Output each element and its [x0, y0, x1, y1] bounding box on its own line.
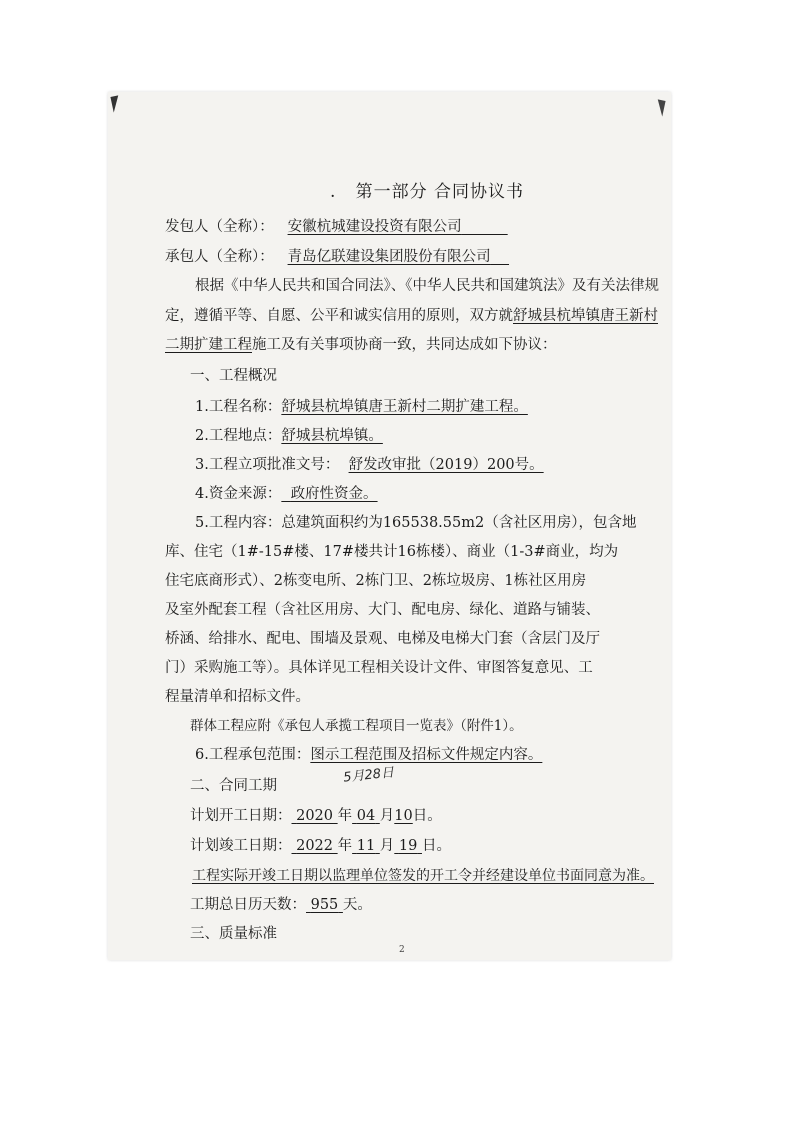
- item-contract-scope: 6.工程承包范围：图示工程范围及招标文件规定内容。: [195, 747, 543, 763]
- content-line-5: 桥涵、给排水、配电、围墙及景观、电梯及电梯大门套（含层门及厅: [165, 631, 600, 647]
- planned-completion-date: 计划竣工日期： 2022 年 11 月 19 日。: [190, 838, 451, 854]
- employer-line: [165, 218, 508, 236]
- content-line-3: 住宅底商形式）、2栋变电所、2栋门卫、2栋垃圾房、1栋社区用房: [165, 573, 587, 589]
- page-number: 2: [399, 945, 405, 955]
- employer-label: 发包人（全称）：: [165, 219, 274, 235]
- item-project-name: 1.工程名称：舒城县杭埠镇唐王新村二期扩建工程。: [195, 399, 528, 415]
- content-line-4: 及室外配套工程（含社区用房、大门、配电房、绿化、道路与铺装、: [165, 602, 600, 618]
- handwritten-annotation: 5月28日: [342, 765, 395, 786]
- content-line-6: 门）采购施工等）。具体详见工程相关设计文件、审图答复意见、工: [165, 660, 593, 676]
- section3-heading: 三、质量标准: [190, 926, 277, 942]
- contractor-value: 青岛亿联建设集团股份有限公司: [287, 249, 491, 265]
- preamble-line-2: 定，遵循平等、自愿、公平和诚实信用的原则，双方就舒城县杭埠镇唐王新村: [165, 308, 658, 324]
- content-line-2: 库、住宅（1#-15#楼、17#楼共计16栋楼）、商业（1-3#商业，均为: [165, 544, 619, 560]
- end-day: 19: [398, 838, 418, 854]
- end-year: 2022: [296, 838, 334, 854]
- contract-scope-value: 图示工程范围及招标文件规定内容。: [310, 747, 543, 763]
- item-approval-number: 3.工程立项批准文号： 舒发改审批（2019）200号。: [195, 457, 544, 473]
- employer-value: 安徽杭城建设投资有限公司: [287, 219, 462, 235]
- start-day: 10: [394, 808, 413, 824]
- section1-heading: 一、工程概况: [190, 368, 277, 384]
- actual-date-note: 工程实际开竣工日期以监理单位签发的开工令并经建设单位书面同意为准。: [192, 868, 654, 884]
- contractor-line: [165, 248, 509, 266]
- content-line-1: 5.工程内容：总建筑面积约为165538.55m2（含社区用房），包含地: [195, 515, 637, 531]
- project-name-underlined: 舒城县杭埠镇唐王新村: [513, 308, 658, 324]
- contractor-label: 承包人（全称）：: [165, 249, 274, 265]
- item-funding-source: 4.资金来源： 政府性资金。: [195, 486, 378, 502]
- group-project-note: 群体工程应附《承包人承揽工程项目一览表》（附件1）。: [190, 718, 523, 734]
- preamble-line-3: 二期扩建工程施工及有关事项协商一致，共同达成如下协议：: [165, 337, 557, 353]
- title-text: 第一部分 合同协议书: [355, 182, 525, 202]
- preamble-line-1: 根据《中华人民共和国合同法》、《中华人民共和国建筑法》及有关法律规: [195, 278, 659, 294]
- funding-source-value: 政府性资金。: [290, 486, 378, 502]
- approval-number-value: 舒发改审批（2019）200号。: [348, 457, 544, 473]
- title-dot: .: [330, 182, 337, 202]
- item-project-location: 2.工程地点：舒城县杭埠镇。: [195, 428, 383, 444]
- planned-start-date: 计划开工日期： 2020 年 04 月10日。: [190, 808, 442, 824]
- project-location-value: 舒城县杭埠镇。: [281, 428, 383, 444]
- days-value: 955: [310, 897, 339, 913]
- project-name-value: 舒城县杭埠镇唐王新村二期扩建工程。: [281, 399, 528, 415]
- total-calendar-days: 工期总日历天数： 955 天。: [190, 897, 372, 913]
- content-line-7: 程量清单和招标文件。: [165, 689, 310, 705]
- document-title: [330, 183, 524, 201]
- project-phase-underlined: 二期扩建工程: [165, 337, 252, 353]
- start-year: 2020: [296, 808, 334, 824]
- end-month: 11: [356, 838, 376, 854]
- start-month: 04: [356, 808, 376, 824]
- section2-heading: 二、合同工期: [190, 778, 277, 794]
